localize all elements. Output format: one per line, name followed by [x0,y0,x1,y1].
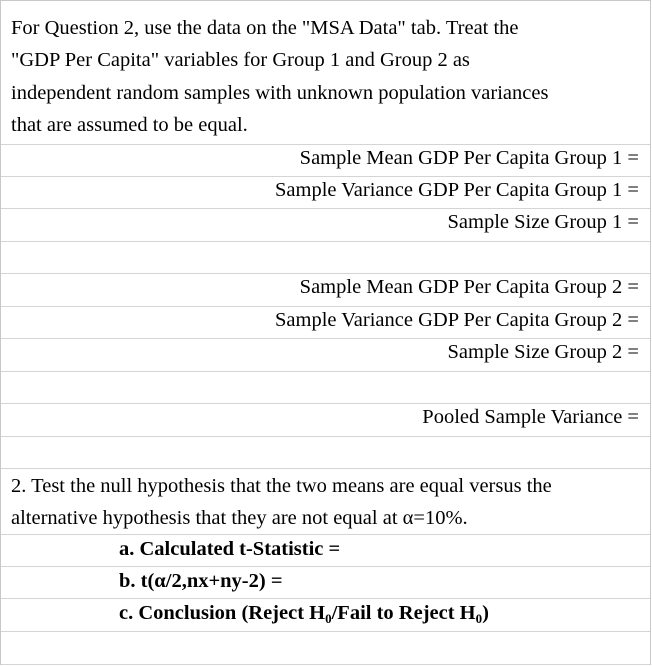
row-gridline [1,371,650,372]
group1-variance-label: Sample Variance GDP Per Capita Group 1 = [275,179,639,201]
intro-line-2: "GDP Per Capita" variables for Group 1 and Group 2 as [11,49,470,71]
pooled-variance-label: Pooled Sample Variance = [422,406,639,428]
row-gridline [1,306,650,307]
row-gridline [1,176,650,177]
question-line-2: alternative hypothesis that they are not equal at α=10%. [11,507,468,529]
row-gridline [1,338,650,339]
row-gridline [1,598,650,599]
item-c-subscript-1: 0 [325,611,332,626]
item-b-critical-t: b. t(α/2,nx+ny-2) = [119,570,283,592]
group2-size-label: Sample Size Group 2 = [447,341,639,363]
group2-variance-label: Sample Variance GDP Per Capita Group 2 = [275,309,639,331]
question-line-1: 2. Test the null hypothesis that the two means are equal versus the [11,475,552,497]
row-gridline [1,436,650,437]
row-gridline [1,631,650,632]
item-c-prefix: c. Conclusion (Reject H [119,602,326,624]
row-gridline [1,144,650,145]
item-c-subscript-2: 0 [475,611,483,626]
group1-size-label: Sample Size Group 1 = [447,211,639,233]
row-gridline [1,208,650,209]
intro-line-4: that are assumed to be equal. [11,114,248,136]
row-gridline [1,566,650,567]
intro-line-1: For Question 2, use the data on the "MSA Data" tab. Treat the [11,17,519,39]
item-c-middle: /Fail to Reject H [331,602,476,624]
row-gridline [1,534,650,535]
row-gridline [1,468,650,469]
intro-line-3: independent random samples with unknown population variances [11,82,549,104]
row-gridline [1,241,650,242]
item-c-suffix: ) [482,602,489,624]
row-gridline [1,664,650,665]
group1-mean-label: Sample Mean GDP Per Capita Group 1 = [299,147,639,169]
row-gridline [1,403,650,404]
item-c-conclusion [119,601,489,625]
row-gridline [1,273,650,274]
item-a-t-statistic: a. Calculated t-Statistic = [119,538,341,560]
group2-mean-label: Sample Mean GDP Per Capita Group 2 = [299,276,639,298]
